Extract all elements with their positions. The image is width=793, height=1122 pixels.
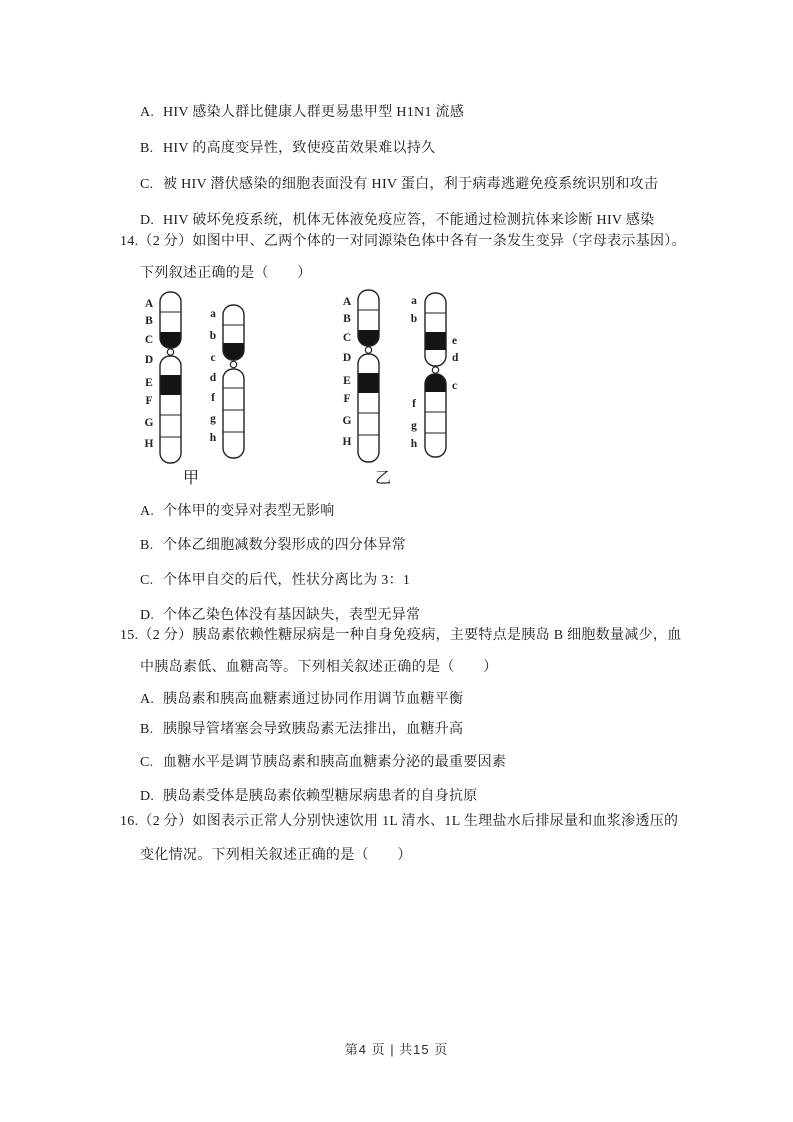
q13-option-d — [140, 212, 654, 229]
q15-option-b-label: B. — [140, 722, 154, 737]
group-label-yi: 乙 — [374, 470, 392, 487]
q14-option-c-label: C. — [140, 573, 154, 588]
gene-label: c — [210, 352, 216, 364]
gene-label: g — [210, 413, 216, 425]
centromere — [432, 367, 438, 373]
q14-option-d-label: D. — [140, 608, 155, 623]
q13-option-c — [140, 176, 658, 193]
q14-option-d-text: 个体乙染色体没有基因缺失，表型无异常 — [163, 608, 421, 623]
gene-label: b — [209, 330, 217, 342]
q15-option-c-text: 血糖水平是调节胰岛素和胰高血糖素分泌的最重要因素 — [163, 755, 507, 770]
q16-stem-line2: 变化情况。下列相关叙述正确的是（ ） — [140, 848, 412, 863]
q14-option-b — [140, 537, 406, 554]
q16-stem-line1: 16.（2 分）如图表示正常人分别快速饮用 1L 清水、1L 生理盐水后排尿量和血浆渗透压的 — [120, 814, 679, 829]
gene-label: C — [144, 334, 154, 346]
q14-stem-line1: 14.（2 分）如图中甲、乙两个体的一对同源染色体中各有一条发生变异（字母表示基因）。 — [120, 234, 686, 249]
gene-label: H — [144, 438, 154, 450]
gene-label: E — [343, 375, 351, 387]
chromosome-diagram — [140, 286, 470, 491]
gene-label: c — [452, 380, 458, 392]
gene-label: B — [145, 315, 153, 327]
gene-label: e — [452, 335, 458, 347]
gene-label: D — [144, 354, 154, 366]
chromosome-jia-normal — [159, 291, 182, 464]
gene-label: H — [342, 436, 352, 448]
gene-label: h — [410, 438, 418, 450]
q14-option-c-text: 个体甲自交的后代，性状分离比为 3：1 — [163, 573, 411, 588]
q13-option-a-label: A. — [140, 105, 155, 120]
q14-stem-line2: 下列叙述正确的是（ ） — [140, 266, 312, 281]
q13-option-b — [140, 140, 435, 157]
gene-label: A — [144, 298, 154, 310]
gene-label: f — [211, 392, 215, 404]
chromosome-yi-variant-inversion — [424, 292, 447, 458]
q13-option-b-text: HIV 的高度变异性，致使疫苗效果难以持久 — [163, 141, 436, 156]
q14-option-a — [140, 503, 335, 520]
gene-label: C — [342, 332, 352, 344]
q15-option-d-text: 胰岛素受体是胰岛素依赖型糖尿病患者的自身抗原 — [163, 789, 478, 804]
centromere — [167, 349, 173, 355]
gene-label: d — [452, 352, 459, 364]
centromere — [365, 347, 371, 353]
q14-option-b-label: B. — [140, 538, 154, 553]
q15-stem-line1: 15.（2 分）胰岛素依赖性糖尿病是一种自身免疫病，主要特点是胰岛 B 细胞数量减少，血 — [120, 628, 682, 643]
q13-option-d-label: D. — [140, 213, 155, 228]
gene-label: f — [412, 398, 416, 410]
gene-label: E — [145, 377, 153, 389]
q15-option-d — [140, 788, 478, 805]
group-label-jia: 甲 — [182, 470, 200, 487]
gene-label: G — [144, 417, 154, 429]
chromosome-jia-variant-deletion — [222, 304, 245, 460]
q13-option-b-label: B. — [140, 141, 154, 156]
q15-option-d-label: D. — [140, 789, 155, 804]
gene-label: b — [410, 313, 418, 325]
q15-option-c-label: C. — [140, 755, 154, 770]
gene-label: a — [411, 295, 417, 307]
q14-option-a-label: A. — [140, 504, 155, 519]
q13-option-a-text: HIV 感染人群比健康人群更易患甲型 H1N1 流感 — [163, 105, 465, 120]
page-footer: 第4 页 | 共15 页 — [344, 1042, 449, 1057]
gene-label: F — [145, 395, 153, 407]
q14-option-d — [140, 607, 420, 624]
gene-label: g — [411, 420, 417, 432]
chromosome-yi-normal — [357, 289, 380, 463]
gene-label: G — [342, 415, 352, 427]
q15-option-b — [140, 721, 463, 738]
q15-option-a-label: A. — [140, 692, 155, 707]
q15-option-b-text: 胰腺导管堵塞会导致胰岛素无法排出，血糖升高 — [163, 722, 464, 737]
centromere — [230, 361, 236, 367]
q14-option-c — [140, 572, 410, 589]
q14-option-a-text: 个体甲的变异对表型无影响 — [163, 504, 335, 519]
q13-option-c-text: 被 HIV 潜伏感染的细胞表面没有 HIV 蛋白，利于病毒逃避免疫系统识别和攻击 — [163, 177, 659, 192]
gene-label: B — [343, 313, 351, 325]
q15-option-a-text: 胰岛素和胰高血糖素通过协同作用调节血糖平衡 — [163, 692, 464, 707]
chromosome-diagram-svg — [140, 286, 470, 491]
q14-option-b-text: 个体乙细胞减数分裂形成的四分体异常 — [163, 538, 407, 553]
gene-label: D — [342, 352, 352, 364]
q15-option-a — [140, 691, 463, 708]
q13-option-c-label: C. — [140, 177, 154, 192]
gene-label: A — [342, 296, 352, 308]
q13-option-a — [140, 104, 464, 121]
q13-option-d-text: HIV 破坏免疫系统，机体无体液免疫应答，不能通过检测抗体来诊断 HIV 感染 — [163, 213, 655, 228]
q15-option-c — [140, 754, 506, 771]
gene-label: d — [209, 372, 217, 384]
gene-label: a — [210, 308, 216, 320]
q15-stem-line2: 中胰岛素低、血糖高等。下列相关叙述正确的是（ ） — [140, 660, 498, 675]
gene-label: F — [343, 393, 351, 405]
gene-label: h — [209, 432, 217, 444]
